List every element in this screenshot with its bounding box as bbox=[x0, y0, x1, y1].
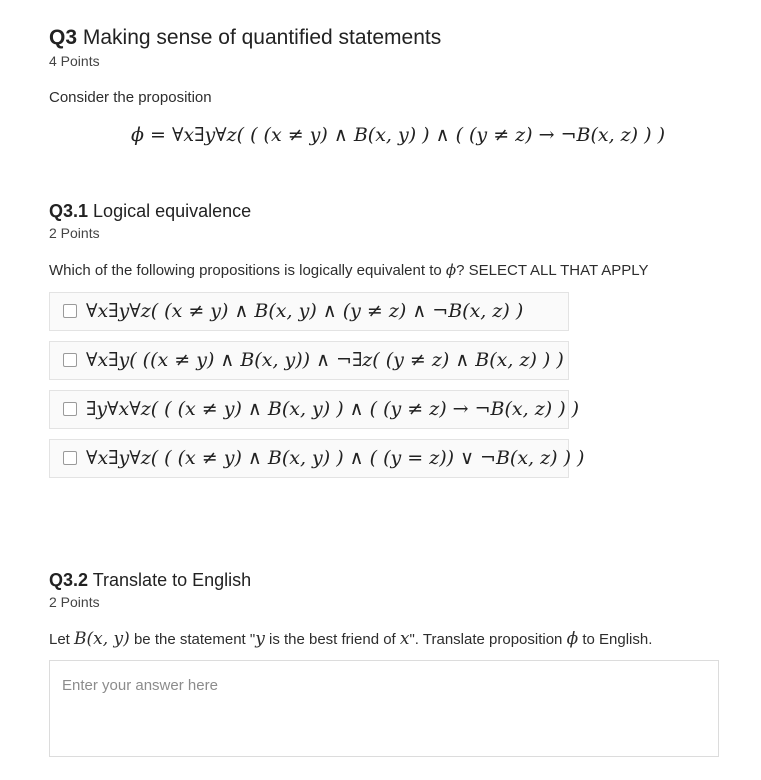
option-4-label: ∀x∃y∀z( ( (x ≠ y) ∧ B(x, y) ) ∧ ( (y = z)) ∨ ¬B(x, z) ) ) bbox=[86, 447, 585, 469]
q3-title: Making sense of quantified statements bbox=[82, 26, 442, 49]
q3-2-prompt-part: to English. bbox=[578, 631, 653, 648]
q3-2-prompt-math: ϕ bbox=[566, 629, 579, 649]
q3-2-heading bbox=[49, 570, 251, 591]
q3-2-prompt-part: Let bbox=[49, 631, 75, 648]
q3-2-prompt-math: x bbox=[399, 629, 410, 649]
answer-input[interactable] bbox=[49, 660, 719, 757]
q3-1-number: Q3.1 bbox=[49, 201, 89, 221]
q3-1-prompt-symbol: ϕ bbox=[445, 261, 457, 279]
q3-2-prompt-part: is the best friend of bbox=[264, 631, 400, 648]
q3-2-prompt-part: ". Translate proposition bbox=[409, 631, 567, 648]
q3-2-prompt-part: be the statement " bbox=[129, 631, 256, 648]
q3-intro: Consider the proposition bbox=[49, 89, 212, 106]
option-4-checkbox[interactable] bbox=[63, 451, 77, 465]
q3-points: 4 Points bbox=[49, 53, 100, 69]
q3-2-title: Translate to English bbox=[92, 570, 252, 590]
q3-1-title: Logical equivalence bbox=[93, 201, 252, 221]
option-2-label: ∀x∃y( ((x ≠ y) ∧ B(x, y)) ∧ ¬∃z( (y ≠ z) ∧ B(x, z) ) ) bbox=[86, 349, 564, 371]
option-4[interactable] bbox=[49, 439, 585, 478]
option-1-checkbox[interactable] bbox=[63, 304, 77, 318]
q3-1-prompt-after: ? SELECT ALL THAT APPLY bbox=[456, 262, 649, 279]
q3-2-number: Q3.2 bbox=[49, 570, 89, 590]
q3-2-prompt-math: y bbox=[255, 629, 265, 649]
q3-1-heading bbox=[49, 201, 251, 222]
option-3-label: ∃y∀x∀z( ( (x ≠ y) ∧ B(x, y) ) ∧ ( (y ≠ z) → ¬B(x, z) ) ) bbox=[86, 398, 580, 420]
option-2-checkbox[interactable] bbox=[63, 353, 77, 367]
option-3[interactable] bbox=[49, 390, 580, 429]
q3-2-prompt bbox=[49, 629, 652, 649]
q3-1-prompt-before: Which of the following propositions is logically equivalent to bbox=[49, 262, 446, 279]
q3-1-prompt bbox=[49, 261, 648, 279]
q3-2-prompt-math: B(x, y) bbox=[74, 629, 130, 649]
option-1[interactable] bbox=[49, 292, 569, 331]
q3-heading bbox=[49, 26, 441, 50]
option-1-label: ∀x∃y∀z( (x ≠ y) ∧ B(x, y) ∧ (y ≠ z) ∧ ¬B(x, z) ) bbox=[86, 300, 524, 322]
q3-1-points: 2 Points bbox=[49, 225, 100, 241]
q3-number: Q3 bbox=[49, 26, 78, 49]
option-3-checkbox[interactable] bbox=[63, 402, 77, 416]
q3-formula: ϕ = ∀x∃y∀z( ( (x ≠ y) ∧ B(x, y) ) ∧ ( (y ≠ z) → ¬B(x, z) ) ) bbox=[131, 124, 666, 146]
q3-2-points: 2 Points bbox=[49, 594, 100, 610]
option-2[interactable] bbox=[49, 341, 569, 380]
